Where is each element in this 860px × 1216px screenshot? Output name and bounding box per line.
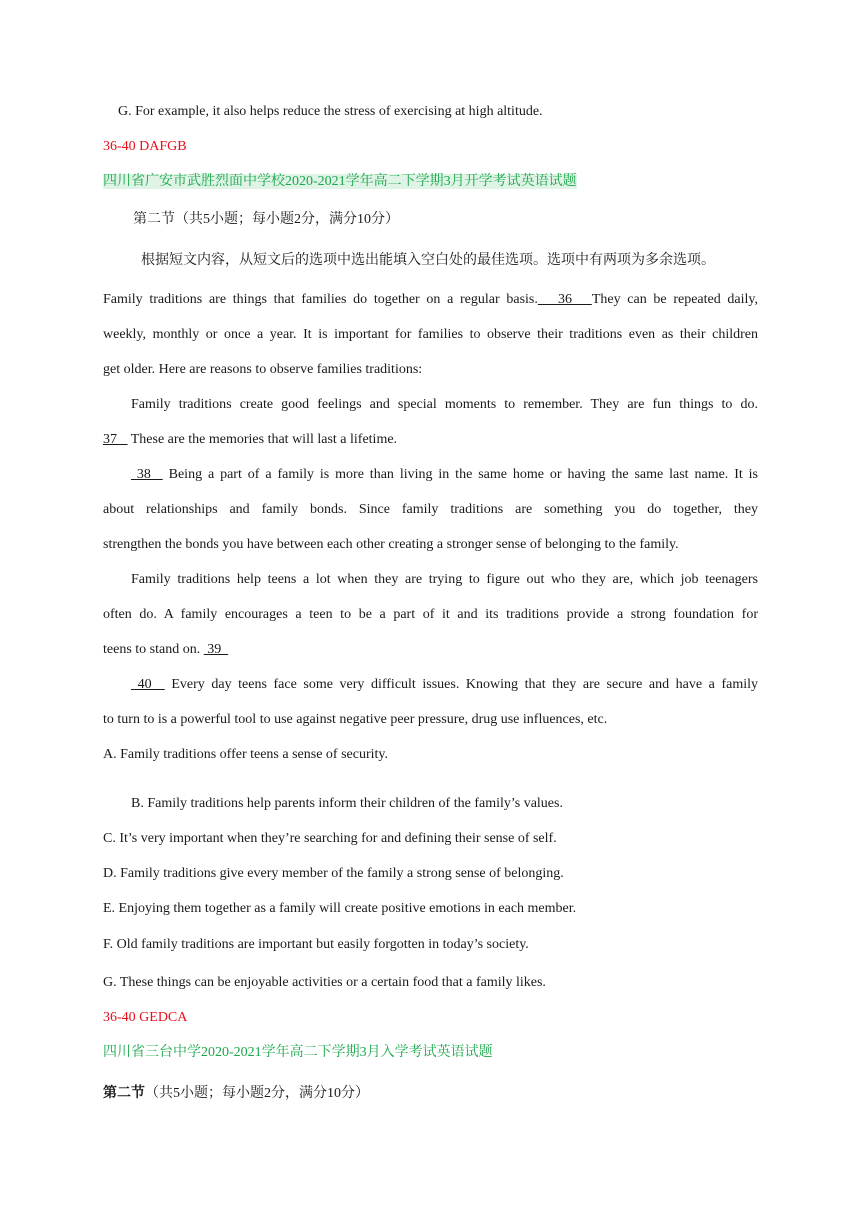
passage-p4-line1: Family traditions help teens a lot when they are trying to figure out who they are, which job teenagers bbox=[131, 572, 758, 587]
blank-36: 36 bbox=[537, 292, 592, 307]
passage-p5-line2: to turn to is a powerful tool to use against negative peer pressure, drug use influences, etc. bbox=[103, 712, 608, 727]
blank-40: 40 bbox=[131, 677, 165, 692]
passage-p3-line2: about relationships and family bonds. Since family traditions are something you do together, they bbox=[103, 502, 758, 517]
answer-key-2: 36-40 GEDCA bbox=[103, 1010, 188, 1025]
option-g: G. These things can be enjoyable activities or a certain food that a family likes. bbox=[103, 975, 546, 990]
option-d: D. Family traditions give every member of the family a strong sense of belonging. bbox=[103, 866, 564, 881]
passage-p4-line3 bbox=[103, 640, 228, 660]
source-title-2: 四川省三台中学2020-2021学年高二下学期3月入学考试英语试题 bbox=[103, 1045, 493, 1060]
instruction-text: 根据短文内容，从短文后的选项中选出能填入空白处的最佳选项。选项中有两项为多余选项。 bbox=[141, 253, 715, 268]
p3-line1-post: Being a part of a family is more than living in the same home or having the same last name. It is bbox=[168, 467, 758, 482]
p1-line1-pre: Family traditions are things that families do together on a regular basis. bbox=[103, 292, 538, 307]
option-c: C. It’s very important when they’re searching for and defining their sense of self. bbox=[103, 831, 557, 846]
passage-p4-line2: often do. A family encourages a teen to be a part of it and its traditions provide a strong foundation for bbox=[103, 607, 758, 622]
option-a: A. Family traditions offer teens a sense of security. bbox=[103, 747, 388, 762]
section-header-2 bbox=[103, 1084, 369, 1104]
passage-p1-line1 bbox=[103, 290, 758, 310]
passage-p2-line2 bbox=[103, 430, 397, 450]
option-g-previous: G. For example, it also helps reduce the stress of exercising at high altitude. bbox=[118, 104, 543, 119]
option-f: F. Old family traditions are important but easily forgotten in today’s society. bbox=[103, 937, 529, 952]
option-b: B. Family traditions help parents inform their children of the family’s values. bbox=[131, 796, 563, 811]
section-header-1: 第二节（共5小题；每小题2分，满分10分） bbox=[133, 212, 399, 227]
passage-p1-line3: get older. Here are reasons to observe families traditions: bbox=[103, 362, 423, 377]
p5-line1-post: Every day teens face some very difficult issues. Knowing that they are secure and have a family bbox=[171, 677, 759, 692]
answer-key-1: 36-40 DAFGB bbox=[103, 139, 187, 154]
option-e: E. Enjoying them together as a family will create positive emotions in each member. bbox=[103, 901, 577, 916]
blank-37: 37 bbox=[103, 432, 128, 447]
passage-p2-line1: Family traditions create good feelings and special moments to remember. They are fun things to do. bbox=[131, 397, 758, 412]
passage-p1-line2: weekly, monthly or once a year. It is important for families to observe their traditions even as their children bbox=[103, 327, 758, 342]
passage-p5-line1 bbox=[131, 675, 758, 695]
blank-38: 38 bbox=[131, 467, 163, 482]
blank-39: 39 bbox=[203, 642, 229, 657]
p4-line3-pre: teens to stand on. bbox=[103, 642, 201, 657]
p1-line1-post: They can be repeated daily, bbox=[591, 292, 759, 307]
passage-p3-line1 bbox=[131, 465, 758, 485]
passage-p3-line3: strengthen the bonds you have between each other creating a stronger sense of belonging to the family. bbox=[103, 537, 679, 552]
source-title-1 bbox=[103, 172, 577, 192]
p2-line2-post: These are the memories that will last a lifetime. bbox=[130, 432, 398, 447]
source-title-1-text: 四川省广安市武胜烈面中学校2020-2021学年高二下学期3月开学考试英语试题 bbox=[103, 174, 577, 189]
section-header-2-bold: 第二节 bbox=[103, 1086, 145, 1101]
section-header-2-rest: （共5小题；每小题2分，满分10分） bbox=[145, 1086, 369, 1101]
